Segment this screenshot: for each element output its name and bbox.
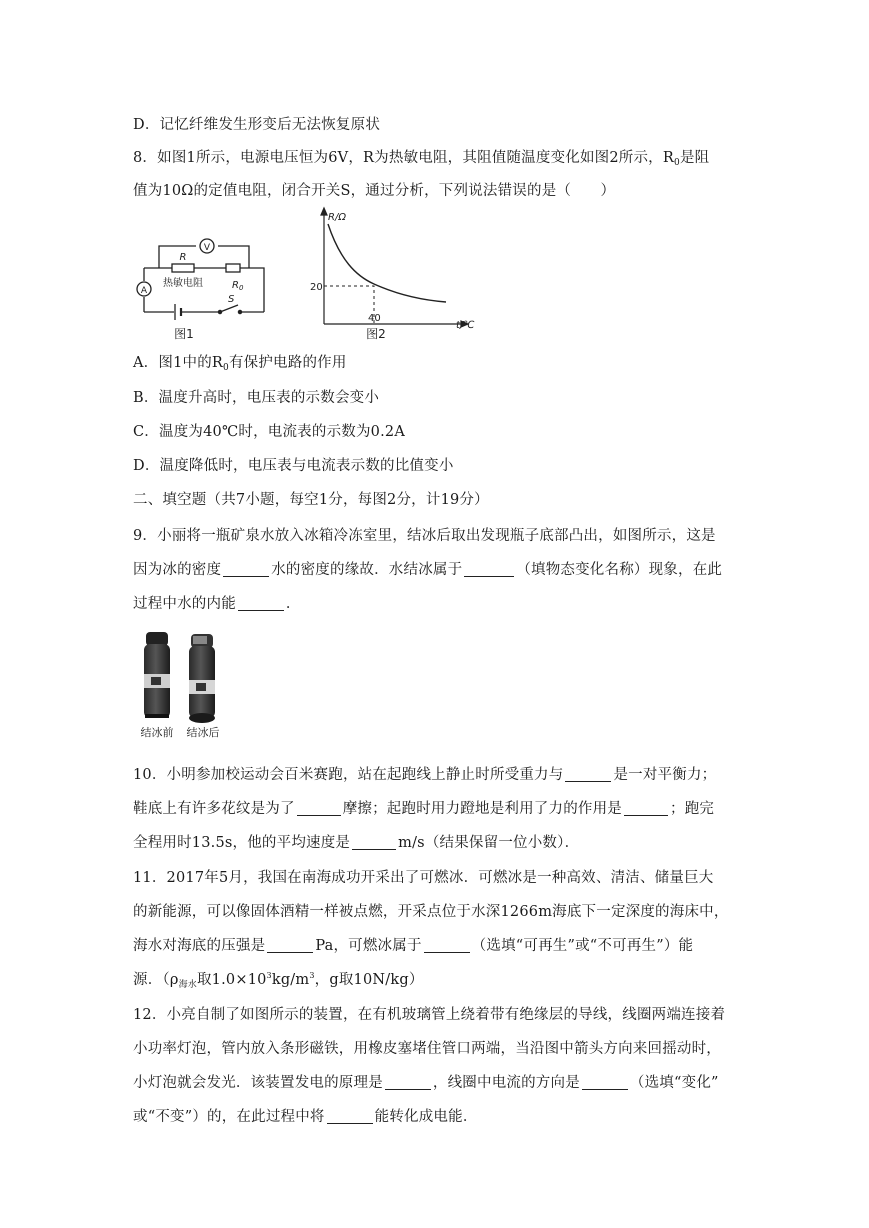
voltmeter-label: V [203,243,211,253]
q10-text-a: 10．小明参加校运动会百米赛跑，站在起跑线上静止时所受重力与 [133,767,564,783]
thermistor-r-label: R [179,252,187,263]
bottle-after-icon [189,634,215,723]
q11-text-g: ，g取10N/kg） [314,972,424,988]
r0-label-sub: 0 [238,284,244,292]
q8-stem-subscript: 0 [674,158,680,168]
graph-y-axis-label: R/Ω [328,212,346,223]
q11-text-f: kg/m [271,972,310,988]
q10-line2 [133,797,714,818]
ammeter-label: A [140,286,148,296]
q9-text-d: 过程中水的内能 [133,596,236,612]
q10-text-e: ；跑完 [670,801,715,817]
q11-line3 [133,934,693,955]
q11-exponent: 3 [266,971,272,980]
answer-blank[interactable] [297,799,341,816]
answer-blank[interactable] [238,594,284,611]
thermistor-text-label: 热敏电阻 [163,278,203,289]
q10-text-b: 是一对平衡力； [613,767,717,783]
q11-line1: 11．2017年5月，我国在南海成功开采出了可燃冰．可燃冰是一种高效、清洁、储量巨大 [133,870,714,886]
q12-text-d: 或“不变”）的，在此过程中将 [133,1109,325,1125]
q9-line2 [133,558,722,579]
r0-label-letter: R [232,280,239,291]
q11-text-e: 取1.0×10 [196,972,267,988]
graph-x-axis-label: t/℃ [456,320,475,331]
q8-option-a-text-post: 有保护电路的作用 [228,355,347,371]
answer-blank[interactable] [385,1073,431,1090]
q11-text-c: （选填“可再生”或“不可再生”）能 [471,938,694,954]
q9-text-b: 水的密度的缘故．水结冰属于 [271,562,463,578]
answer-blank[interactable] [267,936,313,953]
fixed-resistor-icon [226,264,240,272]
graph-x-tick: 40 [368,313,381,324]
q11-rho-subscript: 海水 [178,980,197,990]
q10-text-c: 鞋底上有许多花纹是为了 [133,801,295,817]
q10-text-d: 摩擦；起跑时用力蹬地是利用了力的作用是 [342,801,623,817]
resistance-temperature-graph [294,206,484,342]
q11-line2: 的新能源，可以像固体酒精一样被点燃，开采点位于水深1266m海底下一定深度的海床中， [133,904,729,920]
q8-option-b: B．温度升高时，电压表的示数会变小 [133,390,380,406]
q12-line3 [133,1071,719,1092]
q9-text-c: （填物态变化名称）现象，在此 [516,562,723,578]
q12-line1: 12．小亮自制了如图所示的装置，在有机玻璃管上绕着带有绝缘层的导线，线圈两端连接着 [133,1007,726,1023]
q8-stem-text-a: 8．如图1所示，电源电压恒为6V，R为热敏电阻，其阻值随温度变化如图2所示，R [133,150,675,166]
answer-blank[interactable] [223,560,269,577]
q7-option-d: D．记忆纤维发生形变后无法恢复原状 [133,117,381,133]
answer-blank[interactable] [565,765,611,782]
q8-option-a [133,351,347,373]
q12-text-e: 能转化成电能． [374,1109,478,1125]
r0-label [232,280,244,292]
switch-label: S [228,294,235,305]
q11-text-a: 海水对海底的压强是 [133,938,266,954]
q11-unit-exponent: 3 [309,971,315,980]
circuit-figure-1 [132,228,280,344]
answer-blank[interactable] [424,936,470,953]
q8-stem-text-b: 是阻 [679,150,710,166]
q8-option-c: C．温度为40℃时，电流表的示数为0.2A [133,424,405,440]
q9-line1: 9．小丽将一瓶矿泉水放入冰箱冷冻室里，结冰后取出发现瓶子底部凸出，如图所示，这是 [133,528,716,544]
q11-text-b: Pa，可燃冰属于 [315,938,422,954]
q10-text-f: 全程用时13.5s，他的平均速度是 [133,835,351,851]
thermistor-icon [172,264,194,272]
answer-blank[interactable] [327,1107,373,1124]
q12-text-b: ，线圈中电流的方向是 [432,1075,580,1091]
q8-stem-line1 [133,146,709,168]
q9-text-e: ． [285,596,301,612]
answer-blank[interactable] [464,560,514,577]
photo-caption-after: 结冰后 [186,726,220,739]
bottle-before-icon [144,632,170,718]
q8-stem-line2: 值为10Ω的定值电阻，闭合开关S，通过分析，下列说法错误的是（ ） [133,183,616,199]
q12-text-a: 小灯泡就会发光．该装置发电的原理是 [133,1075,383,1091]
q8-option-a-subscript: 0 [223,363,229,373]
answer-blank[interactable] [352,833,396,850]
q12-line2: 小功率灯泡，管内放入条形磁铁，用橡皮塞堵住管口两端，当沿图中箭头方向来回摇动时， [133,1041,721,1057]
answer-blank[interactable] [624,799,668,816]
figure2-caption: 图2 [366,327,386,341]
q8-option-a-text-pre: A．图1中的R [133,355,224,371]
bottles-photo [131,628,231,740]
q12-line4 [133,1105,478,1126]
photo-caption-before: 结冰前 [140,726,174,739]
q11-text-d: 源．（ρ [133,972,179,988]
q9-text-a: 因为冰的密度 [133,562,222,578]
q9-line3 [133,592,301,613]
q11-line4 [133,968,424,990]
figure1-caption: 图1 [174,327,194,341]
q8-option-d: D．温度降低时，电压表与电流表示数的比值变小 [133,458,454,474]
q10-text-g: m/s（结果保留一位小数）． [398,835,580,851]
answer-blank[interactable] [582,1073,628,1090]
graph-y-tick: 20 [310,282,323,293]
section-2-heading: 二、填空题（共7小题，每空1分，每图2分，计19分） [133,492,489,508]
q10-line1 [133,763,716,784]
q12-text-c: （选填“变化” [629,1075,719,1091]
q10-line3 [133,831,579,852]
